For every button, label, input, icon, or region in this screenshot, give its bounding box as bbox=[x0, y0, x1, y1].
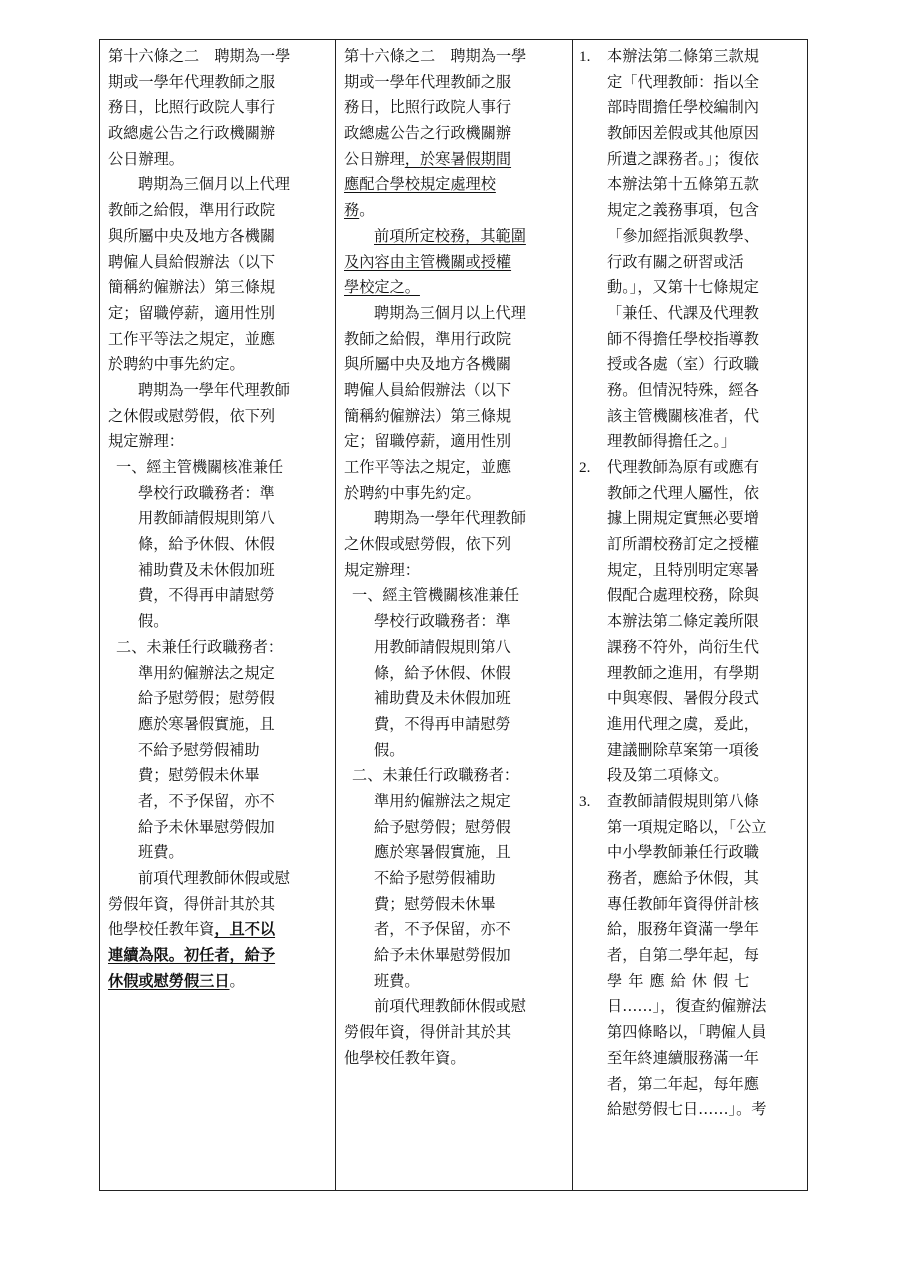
text-line: 查教師請假規則第八條 bbox=[607, 791, 759, 810]
text-line: 務日，比照行政院人事行 bbox=[344, 98, 512, 117]
comparison-table bbox=[99, 39, 808, 1191]
text-line: 條，給予休假、休假 bbox=[138, 535, 275, 554]
text-line: 進用代理之虞，爰此， bbox=[607, 714, 759, 733]
text-line: 本辦法第二條定義所限 bbox=[607, 612, 759, 631]
text-line: 理教師之進用，有學期 bbox=[607, 663, 759, 682]
text-line: 第四條略以，「聘僱人員 bbox=[607, 1023, 767, 1042]
added-text: 學校定之。 bbox=[344, 278, 420, 297]
text-line: 給予慰勞假；慰勞假 bbox=[374, 817, 511, 836]
text-line: 日……」，復查約僱辦法 bbox=[607, 997, 767, 1016]
text-line: 建議刪除草案第一項後 bbox=[607, 740, 759, 759]
text-line: 給予未休畢慰勞假加 bbox=[374, 946, 511, 965]
text-line bbox=[108, 969, 329, 995]
added-text: 連續為限。初任者，給予 bbox=[108, 946, 276, 965]
item-body bbox=[607, 44, 799, 455]
added-text: 應配合學校規定處理校 bbox=[344, 175, 496, 194]
text-line: 學校行政職務者：準 bbox=[138, 483, 275, 502]
text-line: 班費。 bbox=[374, 971, 420, 990]
text-line: 公日辦理。 bbox=[108, 149, 184, 168]
text-line: 給予未休畢慰勞假加 bbox=[138, 817, 275, 836]
text-line: 聘期為三個月以上代理 bbox=[138, 175, 290, 194]
text-line: 應於寒暑假實施，且 bbox=[374, 843, 511, 862]
text-line: 用教師請假規則第八 bbox=[374, 637, 511, 656]
text-line: 不給予慰勞假補助 bbox=[374, 869, 496, 887]
text-line: 費；慰勞假未休畢 bbox=[138, 766, 260, 785]
text-line: 費；慰勞假未休畢 bbox=[374, 894, 496, 913]
text-line: 準用約僱辦法之規定 bbox=[374, 791, 511, 810]
text-line: 者，自第二學年起，每 bbox=[607, 946, 759, 965]
text-line: 教師之代理人屬性，依 bbox=[607, 483, 759, 502]
text-line: 規定，且特別明定寒暑 bbox=[607, 560, 759, 579]
added-text: 休假或慰勞假三日 bbox=[108, 971, 230, 990]
list-item: 二、未兼任行政職務者： bbox=[352, 766, 520, 785]
text-line: 動。」，又第十七條規定 bbox=[607, 278, 759, 297]
text-line: 前項代理教師休假或慰 bbox=[138, 869, 290, 887]
text-line: 規定辦理： bbox=[344, 560, 420, 579]
text-line: 務。但情況特殊，經各 bbox=[607, 380, 759, 399]
text-line: 之休假或慰勞假，依下列 bbox=[344, 535, 512, 554]
text-line bbox=[344, 198, 566, 224]
text-line: 中小學教師兼任行政職 bbox=[607, 843, 759, 862]
text-line: 補助費及未休假加班 bbox=[138, 560, 275, 579]
text-line: 務者，應給予休假，其 bbox=[607, 869, 759, 887]
text-line: 給慰勞假七日……」。考 bbox=[607, 1100, 767, 1119]
text-line: 政總處公告之行政機關辦 bbox=[344, 124, 512, 143]
text-line: 聘僱人員給假辦法（以下 bbox=[108, 252, 276, 271]
text-line: 準用約僱辦法之規定 bbox=[138, 663, 275, 682]
text-line: 中與寒假、暑假分段式 bbox=[607, 689, 759, 708]
added-text: ，且不以 bbox=[214, 920, 276, 939]
text-line: 規定辦理： bbox=[108, 432, 184, 451]
text-line: 聘僱人員給假辦法（以下 bbox=[344, 380, 512, 399]
text-line: 應於寒暑假實施，且 bbox=[138, 714, 275, 733]
text-line: 據上開規定實無必要增 bbox=[607, 509, 759, 528]
text-line: 第十六條之二 聘期為一學 bbox=[344, 47, 527, 65]
text-line: 「兼任、代課及代理教 bbox=[607, 303, 759, 322]
text-line: 「參加經指派與教學、 bbox=[607, 226, 759, 245]
text-line: 代理教師為原有或應有 bbox=[607, 458, 759, 476]
text-line: 教師因差假或其他原因 bbox=[607, 124, 759, 143]
text-span: 。 bbox=[229, 971, 245, 990]
text-line: 第十六條之二 聘期為一學 bbox=[108, 47, 291, 65]
text-line: 期或一學年代理教師之服 bbox=[344, 72, 512, 91]
added-text: 務 bbox=[344, 201, 360, 220]
text-line: 授或各處（室）行政職 bbox=[607, 355, 759, 374]
text-line: 假配合處理校務，除與 bbox=[607, 586, 759, 605]
item-body bbox=[607, 789, 799, 1123]
list-item: 一、經主管機關核准兼任 bbox=[352, 586, 520, 605]
text-line: 定；留職停薪，適用性別 bbox=[344, 432, 512, 451]
text-line: 之休假或慰勞假，依下列 bbox=[108, 406, 276, 425]
text-line: 者，不予保留，亦不 bbox=[374, 920, 511, 939]
text-line: 給，服務年資滿一學年 bbox=[607, 920, 759, 939]
item-number: 3. bbox=[579, 792, 591, 810]
text-line: 簡稱約僱辦法）第三條規 bbox=[344, 406, 512, 425]
text-line: 學校行政職務者：準 bbox=[374, 612, 511, 631]
text-line: 前項代理教師休假或慰 bbox=[374, 997, 526, 1016]
text-line: 於聘約中事先約定。 bbox=[108, 355, 245, 374]
text-line: 段及第二項條文。 bbox=[607, 766, 729, 785]
text-line: 部時間擔任學校編制內 bbox=[607, 98, 759, 117]
text-line: 給予慰勞假；慰勞假 bbox=[138, 689, 275, 708]
item-number: 1. bbox=[579, 48, 591, 65]
text-line: 用教師請假規則第八 bbox=[138, 509, 275, 528]
text-line: 該主管機關核准者，代 bbox=[607, 406, 759, 425]
text-line: 於聘約中事先約定。 bbox=[344, 483, 481, 502]
text-line: 工作平等法之規定，並應 bbox=[108, 329, 276, 348]
text-span: 公日辦理 bbox=[344, 149, 405, 168]
text-line: 條，給予休假、休假 bbox=[374, 663, 511, 682]
text-line: 費，不得再申請慰勞 bbox=[374, 714, 511, 733]
text-line: 務日，比照行政院人事行 bbox=[108, 98, 276, 117]
text-line: 他學校任教年資。 bbox=[344, 1048, 466, 1067]
text-line: 至年終連續服務滿一年 bbox=[607, 1048, 759, 1067]
text-line: 假。 bbox=[138, 612, 169, 631]
text-line: 期或一學年代理教師之服 bbox=[108, 72, 276, 91]
text-line: 者，不予保留，亦不 bbox=[138, 791, 275, 810]
text-line: 政總處公告之行政機關辦 bbox=[108, 124, 276, 143]
text-line: 補助費及未休假加班 bbox=[374, 689, 511, 708]
text-line: 規定之義務事項，包含 bbox=[607, 201, 759, 220]
column-original-text bbox=[336, 40, 573, 1190]
text-span: 他學校任教年資 bbox=[108, 920, 215, 939]
added-text: 及內容由主管機關或授權 bbox=[344, 252, 512, 271]
text-line: 理教師得擔任之。」 bbox=[607, 432, 737, 451]
text-line: 定；留職停薪，適用性別 bbox=[108, 303, 276, 322]
text-line: 師不得擔任學校指導教 bbox=[607, 329, 759, 348]
text-line: 定「代理教師：指以全 bbox=[607, 72, 759, 91]
text-line: 本辦法第十五條第五款 bbox=[607, 175, 759, 194]
text-span: 。 bbox=[359, 201, 375, 220]
text-line: 簡稱約僱辦法）第三條規 bbox=[108, 278, 276, 297]
text-line: 教師之給假，準用行政院 bbox=[344, 329, 512, 348]
text-line: 工作平等法之規定，並應 bbox=[344, 458, 512, 476]
explanation-item-3 bbox=[579, 789, 799, 1123]
item-body bbox=[607, 455, 799, 789]
text-line: 不給予慰勞假補助 bbox=[138, 740, 260, 759]
text-line: 勞假年資，得併計其於其 bbox=[344, 1023, 512, 1042]
explanation-item-1 bbox=[579, 44, 799, 455]
item-number: 2. bbox=[579, 459, 591, 476]
text-line: 勞假年資，得併計其於其 bbox=[108, 894, 276, 913]
column-amended-text bbox=[100, 40, 336, 1190]
text-line: 學年應給休假七 bbox=[607, 971, 756, 990]
text-line bbox=[344, 147, 566, 173]
text-line: 聘期為三個月以上代理 bbox=[374, 303, 526, 322]
explanation-item-2 bbox=[579, 455, 799, 789]
text-line: 本辦法第二條第三款規 bbox=[607, 47, 759, 65]
text-line: 與所屬中央及地方各機關 bbox=[344, 355, 512, 374]
text-line: 第一項規定略以，「公立 bbox=[607, 817, 767, 836]
text-line: 專任教師年資得併計核 bbox=[607, 894, 759, 913]
text-line: 教師之給假，準用行政院 bbox=[108, 201, 276, 220]
text-line: 與所屬中央及地方各機關 bbox=[108, 226, 276, 245]
text-line bbox=[108, 917, 329, 943]
text-line: 聘期為一學年代理教師 bbox=[138, 380, 290, 399]
text-line: 聘期為一學年代理教師 bbox=[374, 509, 526, 528]
added-text: ，於寒暑假期間 bbox=[404, 149, 512, 168]
text-line: 假。 bbox=[374, 740, 405, 759]
added-text: 前項所定校務，其範圍 bbox=[374, 226, 526, 245]
added-text bbox=[344, 224, 566, 250]
text-line: 訂所謂校務訂定之授權 bbox=[607, 535, 759, 554]
list-item: 二、未兼任行政職務者： bbox=[116, 637, 284, 656]
text-line: 者，第二年起，每年應 bbox=[607, 1074, 759, 1093]
list-item: 一、經主管機關核准兼任 bbox=[116, 458, 284, 476]
text-line: 班費。 bbox=[138, 843, 184, 862]
text-line: 行政有關之研習或活 bbox=[607, 252, 744, 271]
text-line: 課務不符外，尚衍生代 bbox=[607, 637, 759, 656]
text-line: 所遺之課務者。」；復依 bbox=[607, 149, 759, 168]
text-line: 費，不得再申請慰勞 bbox=[138, 586, 275, 605]
column-explanation bbox=[573, 40, 807, 1190]
